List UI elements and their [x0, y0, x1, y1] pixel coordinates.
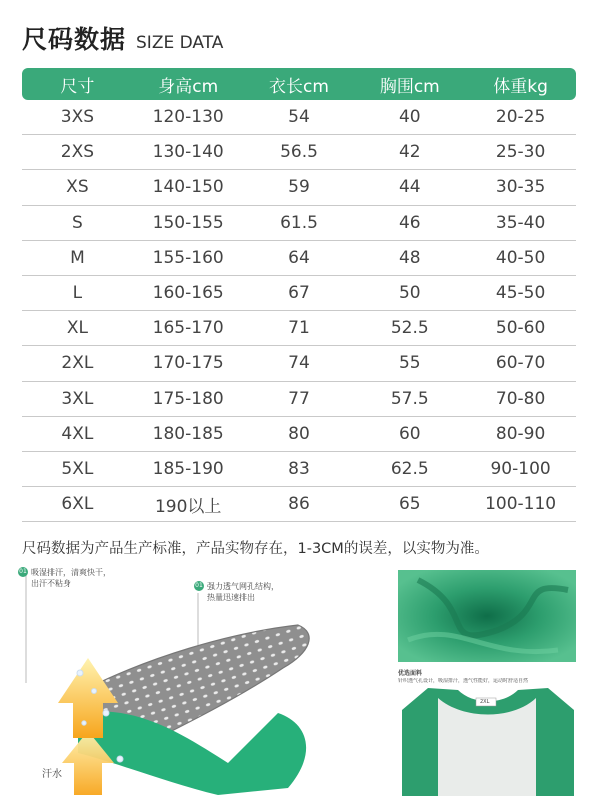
fabric-photo-panel: [398, 570, 576, 796]
cell-height: 170-175: [133, 346, 244, 381]
cell-height: 120-130: [133, 100, 244, 135]
table-row: [22, 346, 576, 381]
col-weight: 体重kg: [465, 68, 576, 100]
cell-chest: 60: [354, 416, 465, 451]
cell-size: M: [22, 240, 133, 275]
cell-size: XS: [22, 170, 133, 205]
feature-breathable: [194, 581, 279, 603]
cell-size: 3XS: [22, 100, 133, 135]
cell-height: 155-160: [133, 240, 244, 275]
cell-weight: 35-40: [465, 205, 576, 240]
cell-height: 140-150: [133, 170, 244, 205]
cell-height: 150-155: [133, 205, 244, 240]
size-note: 尺码数据为产品生产标准，产品实物存在，1-3CM的误差，以实物为准。: [22, 541, 489, 557]
table-row: [22, 381, 576, 416]
cell-chest: 50: [354, 275, 465, 310]
title-en: SIZE DATA: [136, 33, 224, 53]
size-table: [22, 68, 576, 522]
cell-weight: 80-90: [465, 416, 576, 451]
cell-length: 74: [244, 346, 355, 381]
cell-weight: 70-80: [465, 381, 576, 416]
cell-length: 86: [244, 487, 355, 522]
cell-height: 160-165: [133, 275, 244, 310]
col-height: 身高cm: [133, 68, 244, 100]
cell-weight: 60-70: [465, 346, 576, 381]
feature-moisture-line2: 出汗不粘身: [31, 579, 71, 588]
cell-weight: 45-50: [465, 275, 576, 310]
feature-breathable-line2: 热量迅速排出: [207, 593, 255, 602]
table-row: [22, 487, 576, 522]
cell-length: 77: [244, 381, 355, 416]
cell-length: 80: [244, 416, 355, 451]
cell-length: 56.5: [244, 135, 355, 170]
cell-chest: 42: [354, 135, 465, 170]
cell-size: 2XL: [22, 346, 133, 381]
col-chest: 胸围cm: [354, 68, 465, 100]
sweat-label: 汗水: [42, 769, 62, 780]
feature-moisture: [18, 567, 111, 589]
col-size: 尺寸: [22, 68, 133, 100]
cell-chest: 46: [354, 205, 465, 240]
table-row: [22, 170, 576, 205]
cell-chest: 40: [354, 100, 465, 135]
table-row: [22, 205, 576, 240]
cell-size: 4XL: [22, 416, 133, 451]
table-row: [22, 100, 576, 135]
cell-length: 71: [244, 311, 355, 346]
cell-weight: 20-25: [465, 100, 576, 135]
cell-chest: 55: [354, 346, 465, 381]
fabric-feature-illustration: [18, 563, 372, 795]
cell-chest: 62.5: [354, 451, 465, 486]
feature-number-badge: 01: [19, 568, 27, 575]
table-row: [22, 311, 576, 346]
cell-length: 61.5: [244, 205, 355, 240]
cell-length: 59: [244, 170, 355, 205]
feature-breathable-line1: 强力透气网孔结构，: [207, 582, 279, 591]
cell-length: 54: [244, 100, 355, 135]
size-tag: 2XL: [480, 699, 490, 705]
cell-chest: 57.5: [354, 381, 465, 416]
cell-weight: 100-110: [465, 487, 576, 522]
cell-weight: 90-100: [465, 451, 576, 486]
cell-height: 190以上: [133, 487, 244, 522]
cell-size: L: [22, 275, 133, 310]
cell-size: 3XL: [22, 381, 133, 416]
cell-height: 180-185: [133, 416, 244, 451]
cell-size: 5XL: [22, 451, 133, 486]
cell-chest: 52.5: [354, 311, 465, 346]
table-row: [22, 416, 576, 451]
fabric-title: 优选面料: [398, 670, 423, 677]
cell-height: 165-170: [133, 311, 244, 346]
cell-height: 130-140: [133, 135, 244, 170]
cell-height: 185-190: [133, 451, 244, 486]
cell-weight: 25-30: [465, 135, 576, 170]
page-title: [22, 20, 223, 60]
cell-height: 175-180: [133, 381, 244, 416]
cell-size: S: [22, 205, 133, 240]
table-row: [22, 240, 576, 275]
cell-chest: 48: [354, 240, 465, 275]
cell-chest: 44: [354, 170, 465, 205]
cell-length: 67: [244, 275, 355, 310]
cell-length: 64: [244, 240, 355, 275]
table-row: [22, 275, 576, 310]
cell-chest: 65: [354, 487, 465, 522]
title-zh: 尺码数据: [22, 25, 127, 54]
table-row: [22, 451, 576, 486]
feature-number-badge: 01: [195, 582, 203, 589]
cell-size: 2XS: [22, 135, 133, 170]
cell-weight: 50-60: [465, 311, 576, 346]
table-row: [22, 135, 576, 170]
feature-moisture-line1: 吸湿排汗，清爽快干，: [31, 568, 111, 577]
table-header-row: [22, 68, 576, 100]
col-length: 衣长cm: [244, 68, 355, 100]
cell-weight: 40-50: [465, 240, 576, 275]
cell-length: 83: [244, 451, 355, 486]
cell-size: 6XL: [22, 487, 133, 522]
cell-size: XL: [22, 311, 133, 346]
fabric-desc: 针织透气孔设计，吸湿排汗，透气性能好，运动时舒适自然: [398, 678, 529, 684]
cell-weight: 30-35: [465, 170, 576, 205]
